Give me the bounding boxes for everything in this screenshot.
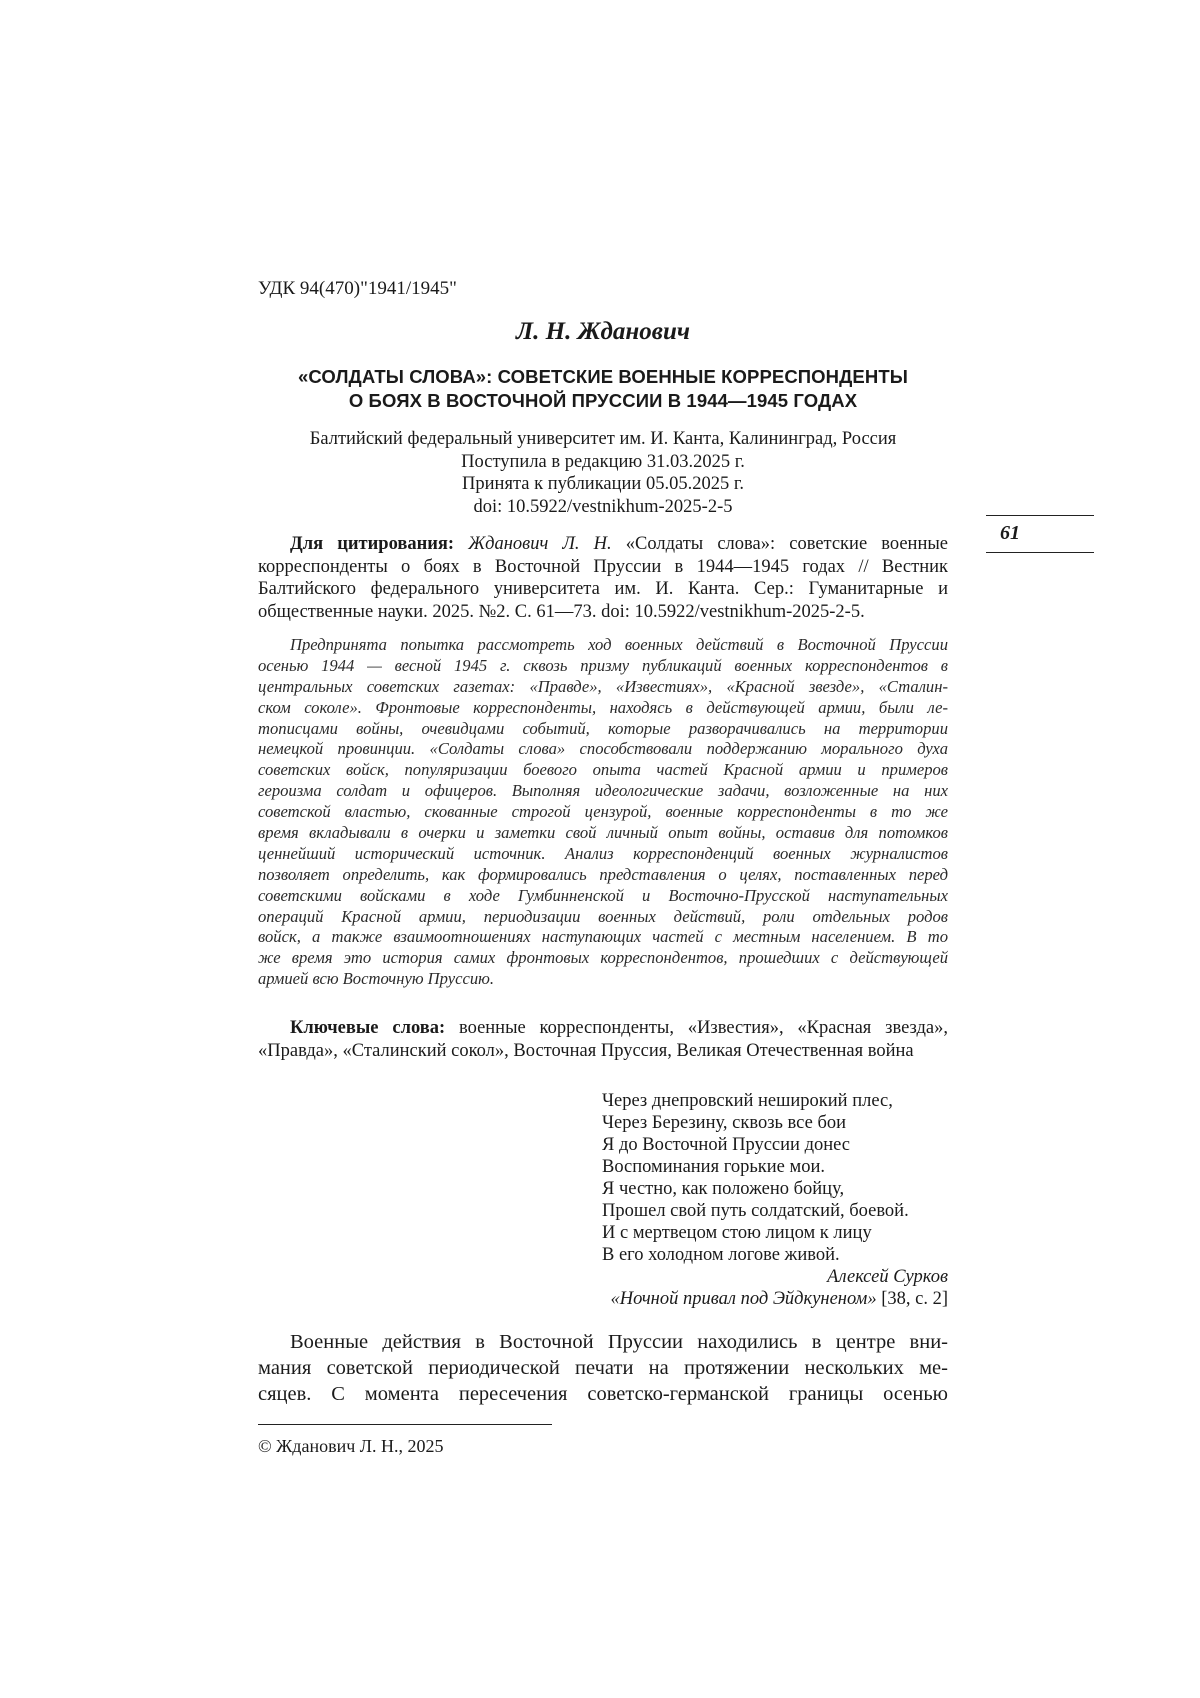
abstract-line: осенью 1944 — весной 1945 г. сквозь призму публикаций военных корреспондентов в	[258, 655, 948, 675]
citation-author: Жданович Л. Н.	[468, 534, 612, 554]
keywords-block	[258, 1017, 948, 1062]
epigraph	[602, 1090, 948, 1310]
poem-line: И с мертвецом стою лицом к лицу	[602, 1223, 872, 1243]
abstract-line: время вкладывали в очерки и заметки свой личный опыт войны, оставив для потомков	[258, 823, 948, 843]
abstract-line: героизма солдат и офицеров. Выполняя идеологические задачи, возложенные на них	[258, 781, 948, 801]
received-date: Поступила в редакцию 31.03.2025 г.	[461, 451, 745, 472]
article-title	[258, 365, 948, 413]
citation-line	[258, 533, 948, 556]
footnote-divider	[258, 1424, 552, 1425]
poem-source-ref: [38, с. 2]	[881, 1289, 948, 1309]
abstract-line: советскими войсками в ходе Гумбинненской и Восточно-Прусской наступательных	[258, 885, 948, 905]
keywords-list: военные корреспонденты, «Известия», «Красная звезда»,	[458, 1018, 948, 1038]
abstract-line: советской властью, скованные строгой цензурой, военные корреспонденты в то же	[258, 802, 948, 822]
poem-line: Я честно, как положено бойцу,	[602, 1179, 845, 1199]
accepted-date: Принята к публикации 05.05.2025 г.	[462, 474, 744, 494]
udk-code: УДК 94(470)"1941/1945"	[258, 278, 457, 299]
abstract-line: позволяет определить, как формировались представления о целях, поставленных перед	[258, 864, 948, 884]
abstract-line: тописцами войны, очевидцами событий, которые разворачивались на территории	[258, 718, 948, 738]
keywords-label: Ключевые слова:	[290, 1018, 446, 1038]
doi: doi: 10.5922/vestnikhum-2025-2-5	[473, 496, 733, 517]
poem-line: Через Березину, сквозь все бои	[602, 1113, 847, 1133]
citation-line: общественные науки. 2025. №2. С. 61—73. doi: 10.5922/vestnikhum-2025-2-5.	[258, 601, 865, 622]
citation-label: Для цитирования:	[290, 534, 455, 554]
poem-line: Я до Восточной Пруссии донес	[602, 1135, 851, 1155]
abstract-line: армией всю Восточную Пруссию.	[258, 969, 494, 989]
poem-line: Прошел свой путь солдатский, боевой.	[602, 1201, 909, 1221]
abstract	[258, 635, 948, 990]
poem-author: Алексей Сурков	[827, 1267, 948, 1287]
abstract-line: ском соколе». Фронтовые корреспонденты, находясь в действующей армии, были ле-	[258, 697, 948, 717]
keywords-line: «Правда», «Сталинский сокол», Восточная Пруссия, Великая Отечественная война	[258, 1040, 914, 1061]
abstract-line: немецкой провинции. «Солдаты слова» способствовали поддержанию морального духа	[258, 739, 948, 759]
body-line: сяцев. С момента пересечения советско-германской границы осенью	[258, 1383, 948, 1405]
abstract-line: войск, а также взаимоотношениях наступающих частей с местным населением. В то	[258, 927, 948, 947]
abstract-line: ценнейший исторический источник. Анализ корреспонденций военных журналистов	[258, 843, 948, 863]
citation-line: корреспонденты о боях в Восточной Пруссии в 1944—1945 годах // Вестник	[258, 556, 948, 577]
body-text	[258, 1329, 948, 1407]
abstract-line: Предпринята попытка рассмотреть ход военных действий в Восточной Пруссии	[290, 635, 948, 654]
citation-title: «Солдаты слова»: советские военные	[625, 534, 948, 554]
copyright-note: © Жданович Л. Н., 2025	[258, 1436, 444, 1456]
poem-source	[602, 1288, 948, 1310]
body-line: мания советской периодической печати на протяжении нескольких ме-	[258, 1357, 948, 1379]
poem-line: Через днепровский неширокий плес,	[602, 1091, 893, 1111]
affiliation: Балтийский федеральный университет им. И. Канта, Калининград, Россия	[309, 429, 897, 449]
abstract-line: же время это история самих фронтовых корреспондентов, прошедших с действующей	[258, 948, 948, 968]
abstract-line: центральных советских газетах: «Правде», «Известиях», «Красной звезде», «Сталин-	[258, 676, 948, 696]
poem-line: Воспоминания горькие мои.	[602, 1157, 825, 1177]
poem-source-title: «Ночной привал под Эйдкуненом»	[610, 1289, 877, 1309]
poem-line: В его холодном логове живой.	[602, 1245, 840, 1265]
citation-line: Балтийского федерального университета им. И. Канта. Сер.: Гуманитарные и	[258, 579, 948, 599]
author-name: Л. Н. Жданович	[515, 318, 691, 345]
citation-block	[258, 533, 948, 623]
title-line: «СОЛДАТЫ СЛОВА»: СОВЕТСКИЕ ВОЕННЫЕ КОРРЕСПОНДЕНТЫ	[298, 366, 908, 387]
title-line: О БОЯХ В ВОСТОЧНОЙ ПРУССИИ В 1944—1945 ГОДАХ	[348, 390, 858, 411]
affiliation-block	[258, 428, 948, 518]
body-line: Военные действия в Восточной Пруссии находились в центре вни-	[290, 1331, 948, 1353]
keywords-line	[258, 1017, 948, 1040]
abstract-line: советских войск, популяризации боевого опыта частей Красной армии и примеров	[258, 760, 948, 780]
page-number: 61	[1000, 522, 1020, 544]
abstract-line: операций Красной армии, периодизации военных действий, роли отдельных родов	[258, 906, 948, 926]
